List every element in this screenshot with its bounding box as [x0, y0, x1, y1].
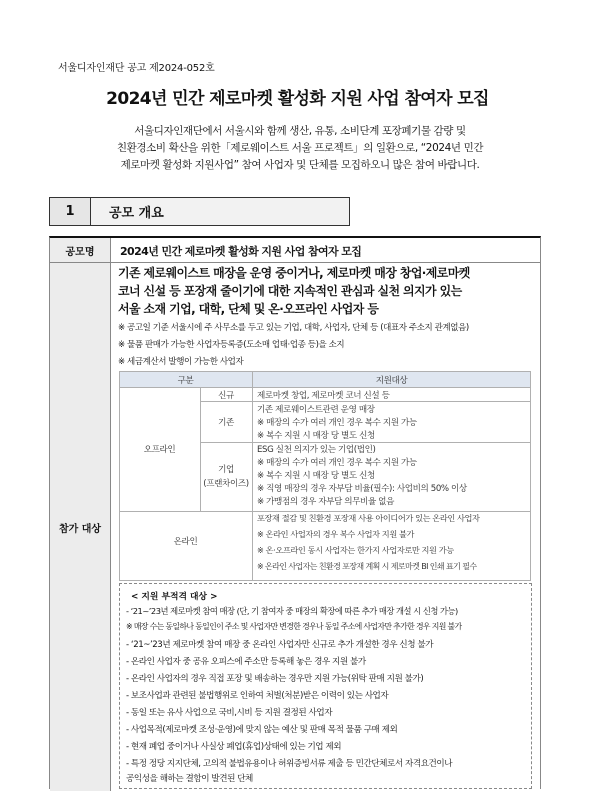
ineligible-item: - 온라인 사업자 중 공유 오피스에 주소만 등록해 놓은 경우 지원 불가	[126, 657, 366, 667]
intro-line: 친환경소비 확산을 위한「제로웨이스트 서울 프로젝트」의 일환으로, “2024년 민간	[116, 142, 484, 154]
company-line: ※ 매장의 수가 여러 개인 경우 복수 지원 가능	[257, 458, 417, 468]
intro-line: 서울디자인재단에서 서울시와 함께 생산, 유통, 소비단계 포장폐기물 감량 및	[134, 125, 466, 137]
offline-label: 오프라인	[143, 445, 176, 455]
eligibility-note: ※ 물품 판매가 가능한 사업자등록증(도소매 업태·업종 등)을 소지	[118, 340, 345, 350]
new-target: 제로마켓 창업, 제로마켓 코너 신설 등	[257, 391, 390, 401]
ineligible-item: - 보조사업과 관련된 불법행위로 인하여 처벌(처분)받은 이력이 있는 사업자	[126, 691, 389, 701]
ineligible-item: - ‘21~’23년 제로마켓 참여 매장 (단, 기 참여자 중 매장의 확장에 따른 추가 매장 개설 시 신청 가능)	[126, 606, 458, 616]
ineligible-item: 공익성을 해하는 결함이 발견된 단체	[126, 774, 253, 784]
company-line: ※ 복수 지원 시 매장 당 별도 신청	[257, 471, 375, 481]
online-label: 온라인	[173, 537, 198, 547]
online-line: ※ 온라인 사업자의 경우 복수 사업자 지원 불가	[257, 529, 415, 539]
franchise-label: (프랜차이즈)	[203, 479, 249, 489]
new-label: 신규	[218, 391, 234, 401]
eligibility-main-line: 서울 소재 기업, 대학, 단체 및 온·오프라인 사업자 등	[118, 302, 379, 316]
ineligible-item: - 현재 폐업 중이거나 사실상 폐업(휴업)상태에 있는 기업 제외	[126, 742, 342, 752]
existing-line: ※ 매장의 수가 여러 개인 경우 복수 지원 가능	[257, 418, 417, 428]
eligibility-main-line: 코너 신설 등 포장재 줄이기에 대한 지속적인 관심과 실천 의지가 있는	[118, 284, 462, 298]
online-line: ※ 온라인 사업자는 친환경 포장재 계획 시 제로마켓 BI 인쇄 표기 필수	[257, 562, 477, 571]
eligibility-note: ※ 공고일 기준 서울시에 주 사무소를 두고 있는 기업, 대학, 사업자, 단체 등 (대표자 주소지 관계없음)	[118, 323, 469, 333]
section-header	[49, 197, 350, 226]
company-line: ESG 실천 의지가 있는 기업(법인)	[257, 445, 376, 455]
row-divider	[50, 262, 540, 263]
contest-name: 2024년 민간 제로마켓 활성화 지원 사업 참여자 모집	[120, 245, 362, 258]
company-line: ※ 가맹점의 경우 자부담 의무비율 없음	[257, 497, 394, 507]
support-target-table	[119, 371, 531, 581]
inner-head-target: 지원대상	[375, 376, 408, 386]
row-label-eligibility: 참가 대상	[50, 263, 111, 791]
online-line: 포장재 절감 및 친환경 포장재 사용 아이디어가 있는 온라인 사업자	[257, 513, 480, 523]
inner-head-category: 구분	[177, 376, 194, 386]
company-line: ※ 직영 매장의 경우 자부담 비율(필수): 사업비의 50% 이상	[257, 484, 467, 494]
section-number: 1	[50, 198, 91, 225]
online-line: ※ 온·오프라인 동시 사업자는 한가지 사업자로만 지원 가능	[257, 545, 454, 555]
page-title: 2024년 민간 제로마켓 활성화 지원 사업 참여자 모집	[106, 89, 489, 109]
eligibility-main-line: 기존 제로웨이스트 매장을 운영 중이거나, 제로마켓 매장 창업·제로마켓	[118, 266, 470, 280]
ineligible-item: - 동일 또는 유사 사업으로 국비,시비 등 지원 결정된 사업자	[126, 708, 333, 718]
company-label: 기업	[218, 465, 234, 475]
overview-table	[49, 236, 541, 789]
intro-paragraph	[50, 123, 550, 174]
existing-label: 기존	[218, 418, 234, 428]
ineligible-item: - 사업목적(제로마켓 조성·운영)에 맞지 않는 예산 및 판매 목적 물품 구매 제외	[126, 725, 398, 735]
existing-line: ※ 복수 지원 시 매장 당 별도 신청	[257, 431, 375, 441]
ineligible-item: ※ 매장 수는 동일하나 동일인이 주소 및 사업자만 변경한 경우나 동일 주소에 사업자만 추가한 경우 지원 불가	[126, 622, 462, 631]
ineligible-item: - ‘21~’23년 제로마켓 참여 매장 중 온라인 사업자만 신규로 추가 개설한 경우 신청 불가	[126, 640, 434, 650]
ineligible-heading: < 지원 부적격 대상 >	[128, 589, 220, 602]
row-label-name: 공모명	[50, 238, 111, 262]
existing-line: 기존 제로웨이스트관련 운영 매장	[257, 405, 375, 415]
section-title: 공모 개요	[91, 198, 349, 225]
eligibility-note: ※ 세금계산서 발행이 가능한 사업자	[118, 357, 244, 367]
ineligible-item: - 온라인 사업자의 경우 직접 포장 및 배송하는 경우만 지원 가능(위탁 판매 지원 불가)	[126, 674, 424, 684]
ineligible-item: - 특정 정당 지지단체, 고의적 불법유용이나 허위증빙서류 제출 등 민간단체로서 자격요건이나	[126, 759, 453, 769]
notice-number: 서울디자인재단 공고 제2024-052호	[58, 63, 215, 74]
intro-line: 제로마켓 활성화 지원사업” 참여 사업자 및 단체를 모집하오니 많은 참여 바랍니다.	[120, 159, 480, 171]
